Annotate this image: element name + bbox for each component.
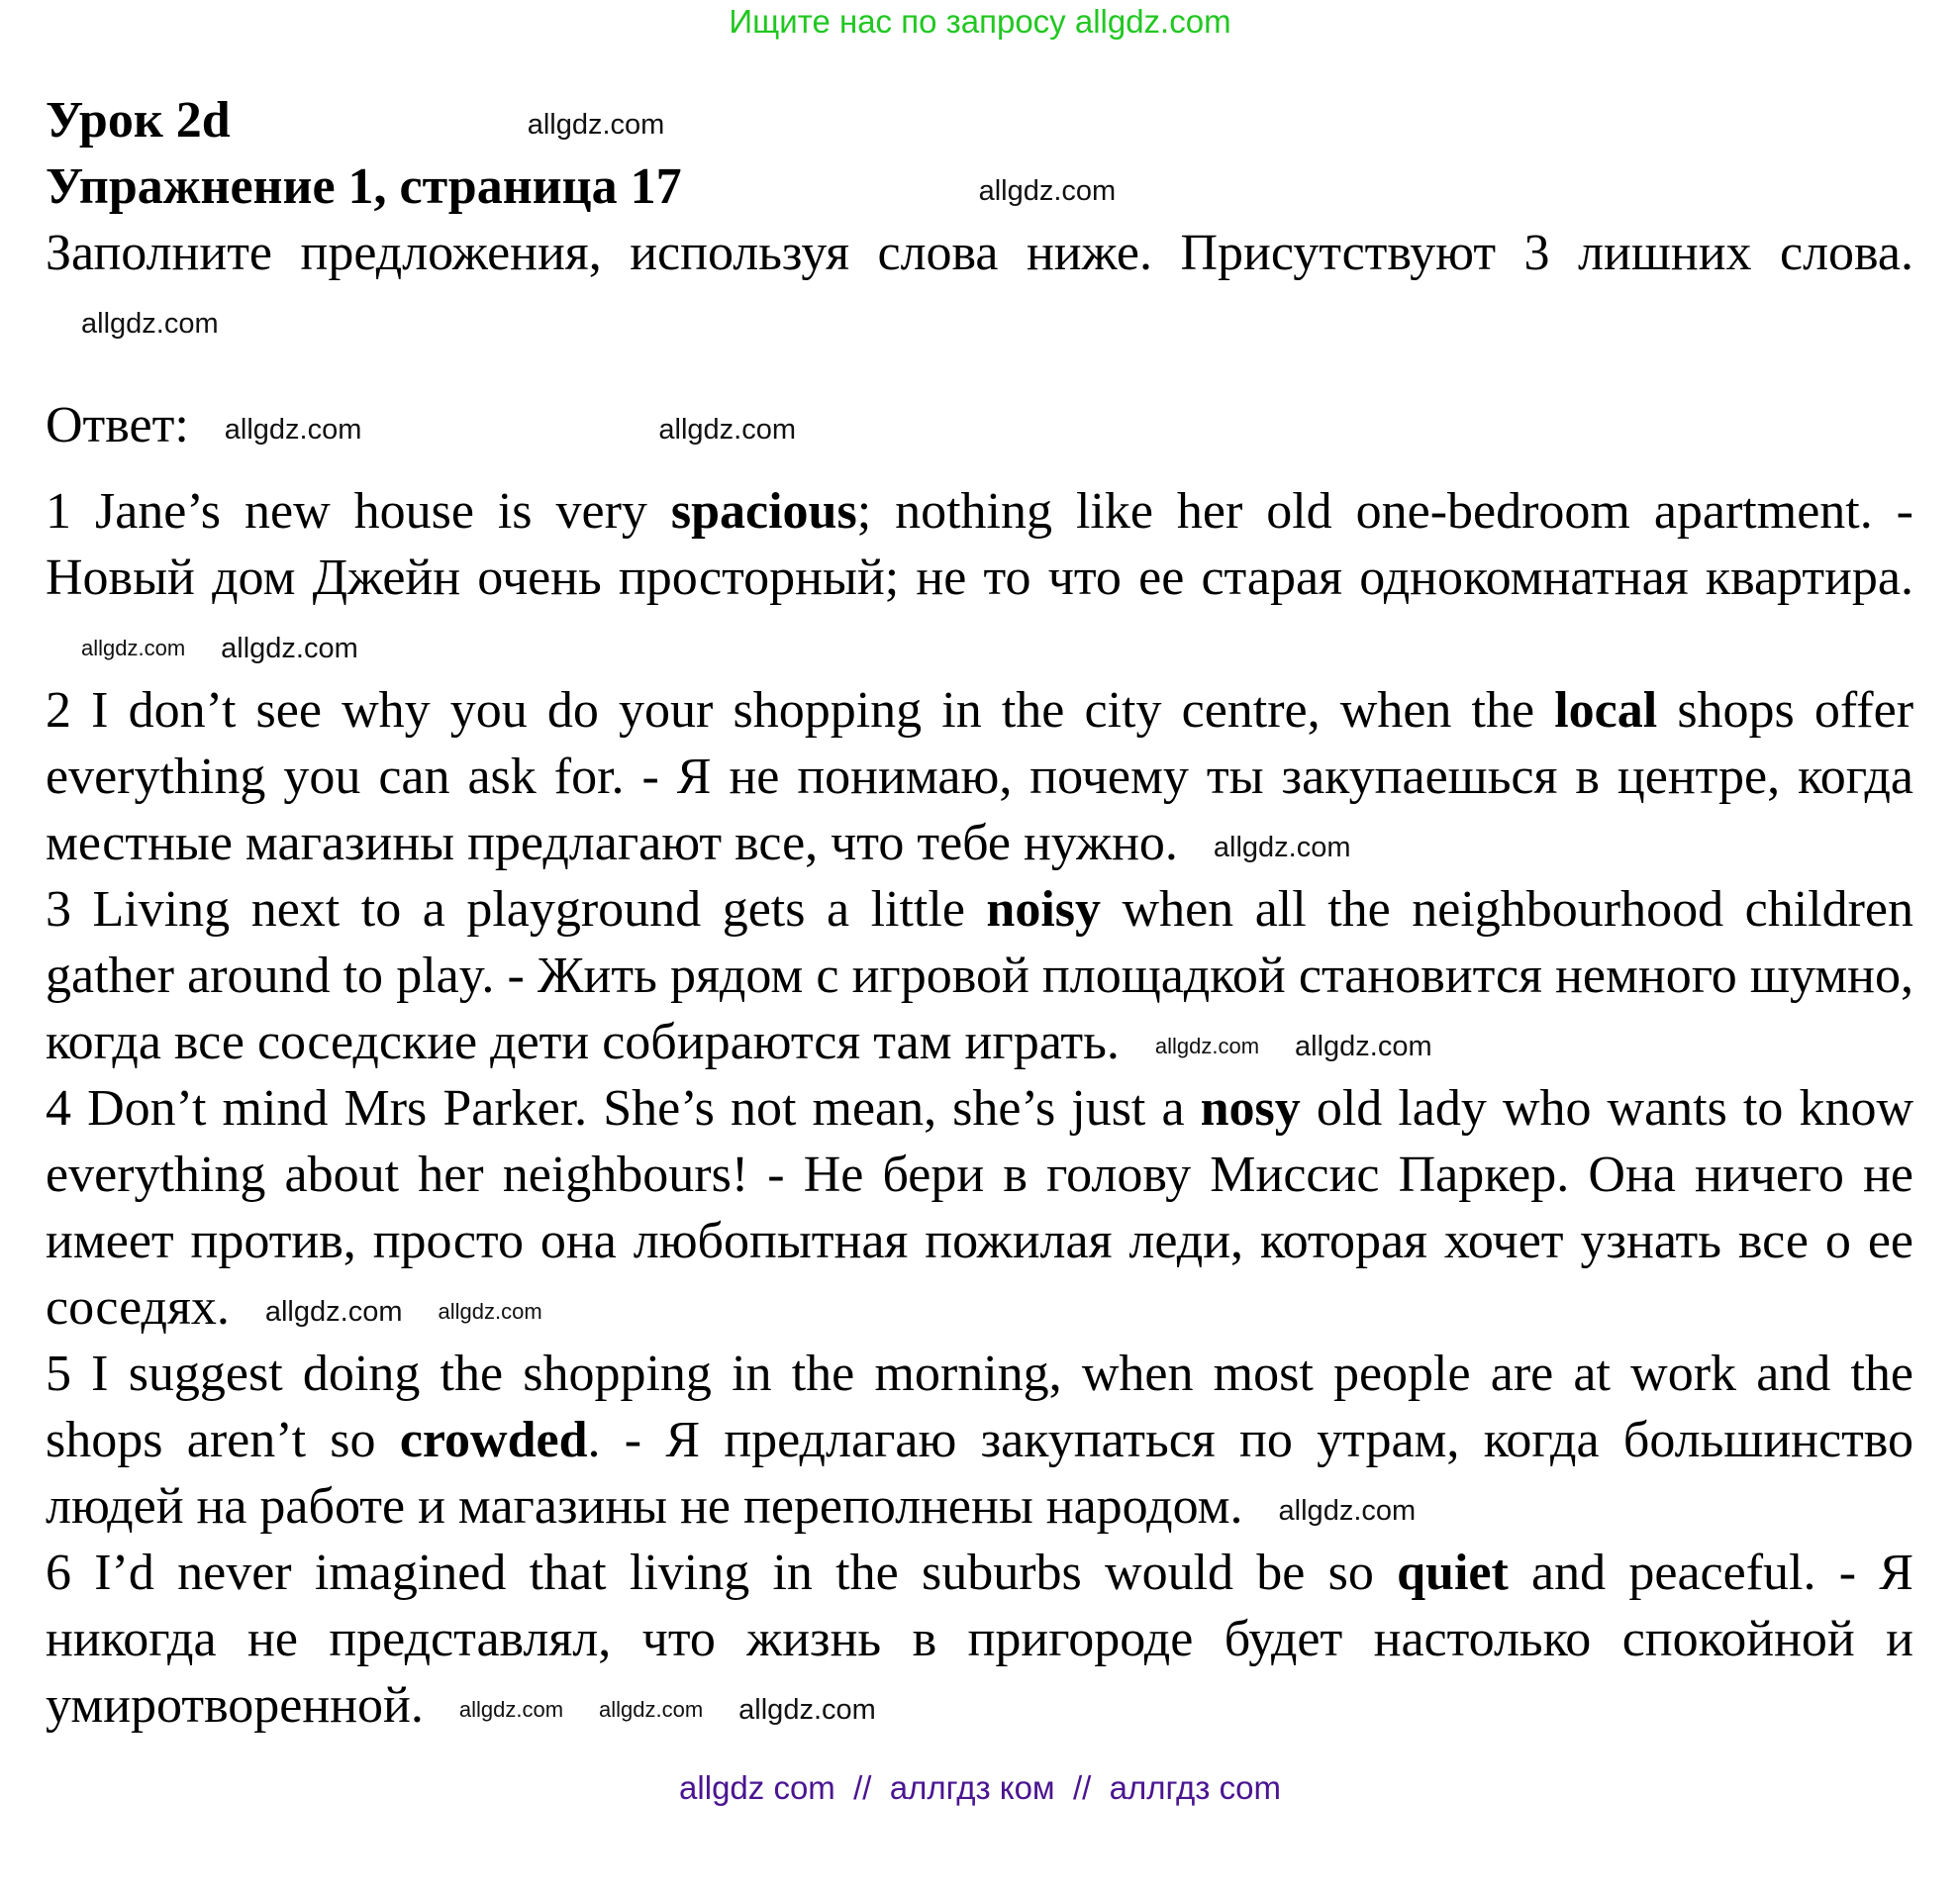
- answer-word: local: [1554, 682, 1658, 739]
- item-text: and peaceful. - Я никогда не представлял, что жизнь в пригороде будет настолько спокойной и умиротворенной.: [46, 1545, 1913, 1734]
- watermark: allgdz.com: [81, 636, 186, 661]
- answer-word: quiet: [1397, 1545, 1509, 1601]
- watermark: allgdz.com: [1213, 832, 1351, 864]
- watermark: allgdz.com: [458, 1697, 564, 1723]
- item-text: ; nothing like her old one-bedroom apartment. - Новый дом Джейн очень просторный; не то что ее старая однокомнатная квартира.: [46, 483, 1913, 606]
- answer-word: spacious: [670, 483, 857, 540]
- watermark: allgdz.com: [658, 414, 797, 447]
- answer-item: [46, 1341, 1913, 1540]
- watermark: allgdz.com: [1295, 1031, 1432, 1063]
- answer-item: [46, 478, 1913, 677]
- answer-word: nosy: [1200, 1080, 1301, 1137]
- watermark: allgdz.com: [221, 633, 358, 665]
- item-text: 5 I suggest doing the shopping in the morning, when most people are at work and the shops aren’t so: [46, 1346, 1913, 1468]
- answer-word: crowded: [399, 1412, 588, 1468]
- item-text: 4 Don’t mind Mrs Parker. She’s not mean, she’s just a: [46, 1080, 1201, 1137]
- item-text: when all the neighbourhood children gather around to play. - Жить рядом с игровой площадкой становится немного шумно, когда все соседские дети собираются там играть.: [46, 881, 1913, 1070]
- answer-list: [46, 478, 1913, 1739]
- answer-item: [46, 1540, 1913, 1739]
- instruction-text: Заполните предложения, используя слова ниже. Присутствуют 3 лишних слова.: [46, 225, 1913, 281]
- watermark: allgdz.com: [1278, 1495, 1417, 1528]
- watermark: allgdz.com: [1154, 1034, 1260, 1059]
- item-text: shops offer everything you can ask for. - Я не понимаю, почему ты закупаешься в центре, когда местные магазины предлагают все, что тебе нужно.: [46, 682, 1914, 871]
- top-banner[interactable]: Ищите нас по запросу allgdz.com: [729, 3, 1231, 40]
- answer-item: [46, 1075, 1913, 1341]
- lesson-title-text: Урок 2d: [46, 92, 231, 149]
- watermark: allgdz.com: [738, 1694, 876, 1727]
- answer-label: [46, 392, 1913, 458]
- watermark: allgdz.com: [599, 1697, 704, 1723]
- bottom-banner[interactable]: allgdz com // аллгдз ком // аллгдз com: [679, 1769, 1281, 1806]
- answer-item: [46, 876, 1913, 1075]
- item-text: . - Я предлагаю закупаться по утрам, когда большинство людей на работе и магазины не переполнены народом.: [46, 1412, 1913, 1535]
- exercise-title-text: Упражнение 1, страница 17: [46, 158, 682, 215]
- item-text: 3 Living next to a playground gets a little: [46, 881, 987, 938]
- instruction: [46, 220, 1913, 352]
- answer-word: noisy: [986, 881, 1102, 938]
- document-content: [46, 87, 1913, 1739]
- exercise-title: [46, 153, 1913, 220]
- watermark: allgdz.com: [81, 308, 219, 341]
- watermark: allgdz.com: [438, 1299, 542, 1325]
- answer-label-text: Ответ:: [46, 397, 189, 453]
- answer-item: [46, 677, 1913, 876]
- item-text: old lady who wants to know everything about her neighbours! - Не бери в голову Миссис Паркер. Она ничего не имеет против, просто она любопытная пожилая леди, которая хочет узнать все о ее соседях.: [46, 1080, 1913, 1336]
- watermark: allgdz.com: [527, 109, 665, 142]
- lesson-title: [46, 87, 1913, 153]
- watermark: allgdz.com: [224, 414, 362, 447]
- watermark: allgdz.com: [978, 175, 1117, 208]
- item-text: 1 Jane’s new house is very: [46, 483, 671, 540]
- item-text: 6 I’d never imagined that living in the suburbs would be so: [46, 1545, 1398, 1601]
- item-text: 2 I don’t see why you do your shopping in the city centre, when the: [46, 682, 1555, 739]
- watermark: allgdz.com: [264, 1296, 403, 1329]
